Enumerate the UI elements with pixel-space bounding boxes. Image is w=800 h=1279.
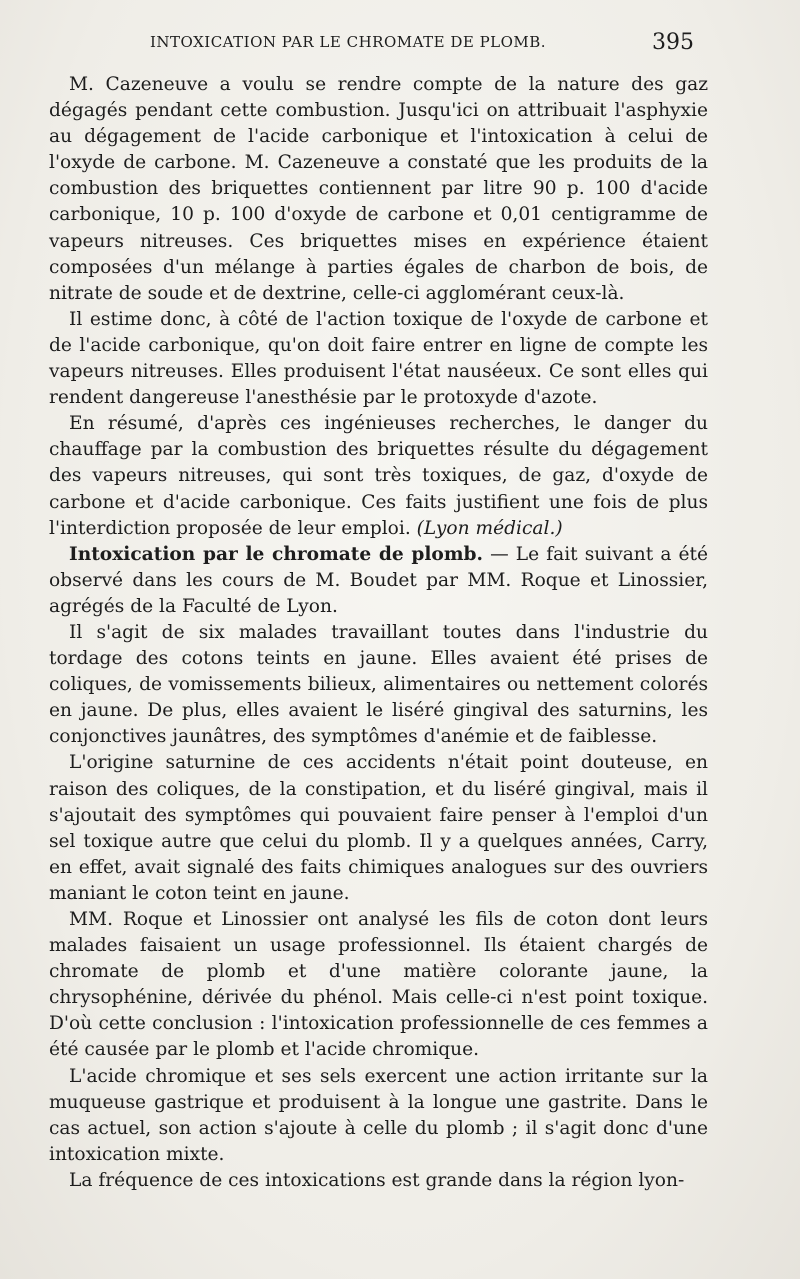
paragraph-text: L'acide chromique et ses sels exercent une action irritante sur la muqueuse gastrique et produisent à la longue une gastrite. Dans le cas actuel, son action s'ajoute à celle du plomb ; il s'agit donc d'une intoxication mixte. xyxy=(49,1065,708,1165)
paragraph-text: — Le fait suivant a été observé dans les cours de M. Boudet par MM. Roque et Linossier, agrégés de la Faculté de Lyon. xyxy=(49,543,709,617)
paragraph-text: Il estime donc, à côté de l'action toxique de l'oxyde de carbone et de l'acide carbonique, qu'on doit faire entrer en ligne de compte les vapeurs nitreuses. Elles produisent l'état nauséeux. Ce sont elles qui rendent dangereuse l'anesthésie par le protoxyde d'azote. xyxy=(49,308,708,409)
body-text xyxy=(49,72,708,1194)
page-number: 395 xyxy=(652,30,694,55)
paragraph xyxy=(49,72,708,307)
paragraph-text: M. Cazeneuve a voulu se rendre compte de la nature des gaz dégagés pendant cette combustion. Jusqu'ici on attribuait l'asphyxie au dégagement de l'acide carbonique et l'intoxication à celui de l'oxyde de carbone. M. Cazeneuve a constaté que les produits de la combustion des briquettes contiennent par litre 90 p. 100 d'acide carbonique, 10 p. 100 d'oxyde de carbone et 0,01 centigramme de vapeurs nitreuses. Ces briquettes mises en expérience étaient composées d'un mélange à parties égales de charbon de bois, de nitrate de soude et de dextrine, celle-ci agglomérant ceux-là. xyxy=(49,74,708,304)
paragraph-text: MM. Roque et Linossier ont analysé les fils de coton dont leurs malades faisaient un usage professionnel. Ils étaient chargés de chromate de plomb et d'une matière colorante jaune, la chrysophénine, dérivée du phénol. Mais celle-ci n'est point toxique. D'où cette conclusion : l'intoxication professionnelle de ces femmes a été causée par le plomb et l'acide chromique. xyxy=(49,909,708,1061)
paragraph xyxy=(49,907,708,1064)
paragraph xyxy=(49,307,708,411)
paragraph xyxy=(49,620,708,750)
paragraph-text: La fréquence de ces intoxications est grande dans la région lyon- xyxy=(69,1169,685,1191)
section-heading: Intoxication par le chromate de plomb. xyxy=(69,543,483,565)
running-title: INTOXICATION PAR LE CHROMATE DE PLOMB. xyxy=(150,33,547,51)
paragraph xyxy=(49,411,708,541)
paragraph xyxy=(49,1168,708,1194)
paragraph-text: L'origine saturnine de ces accidents n'était point douteuse, en raison des coliques, de la constipation, et du liséré gingival, mais il s'ajoutait des symptômes qui pouvaient faire penser à l'emploi d'un sel toxique autre que celui du plomb. Il y a quelques années, Carry, en effet, avait signalé des faits chimiques analogues sur des ouvriers maniant le coton teint en jaune. xyxy=(49,752,708,904)
paragraph xyxy=(49,750,708,907)
paragraph-text: Il s'agit de six malades travaillant toutes dans l'industrie du tordage des cotons teints en jaune. Elles avaient été prises de coliques, de vomissements bilieux, alimentaires ou nettement colorés en jaune. De plus, elles avaient le liséré gingival des saturnins, les conjonctives jaunâtres, des symptômes d'anémie et de faiblesse. xyxy=(49,621,708,748)
paragraph xyxy=(49,1064,708,1168)
source-citation: (Lyon médical.) xyxy=(416,517,563,539)
paragraph xyxy=(49,542,708,620)
paragraph-text: En résumé, d'après ces ingénieuses recherches, le danger du chauffage par la combustion des briquettes résulte du dégagement des vapeurs nitreuses, qui sont très toxiques, de gaz, d'oxyde de carbone et d'acide carbonique. Ces faits justifient une fois de plus l'interdiction proposée de leur emploi. xyxy=(49,413,708,539)
